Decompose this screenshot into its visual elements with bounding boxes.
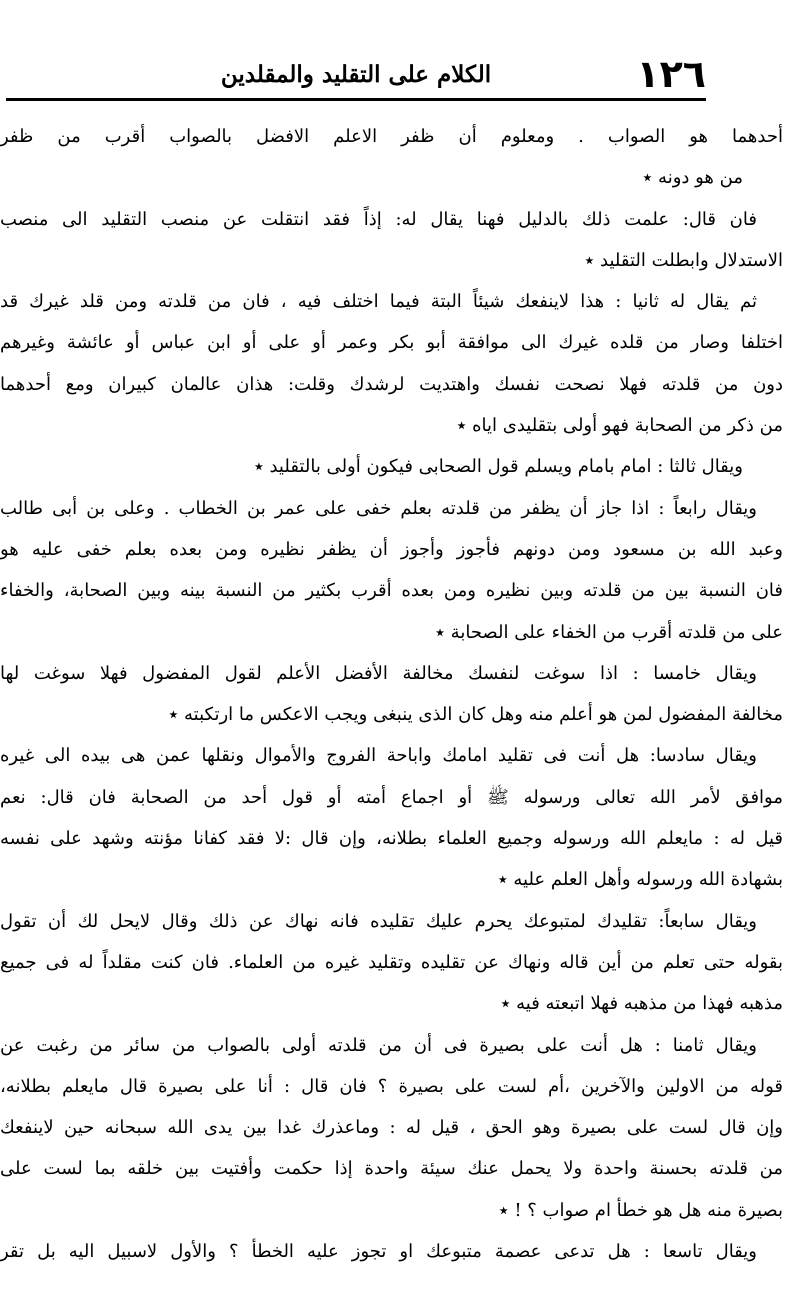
- text-line: بشهادة الله ورسوله وأهل العلم عليه ٭: [497, 869, 783, 891]
- running-title: الكلام على التقليد والمقلدين: [220, 61, 492, 88]
- text-line: ثم يقال له ثانيا : هذا لاينفعك شيئاً البتة فيما اختلف فيه ، فان من قلدته ومن قلد غيرك قد: [0, 291, 757, 313]
- text-line: بصيرة منه هل هو خطأ ام صواب ؟ ! ٭: [498, 1199, 783, 1221]
- text-line: من ذكر من الصحابة فهو أولى بتقليدى اياه ٭: [456, 415, 783, 437]
- text-line: ويقال سابعاً: تقليدك لمتبوعك يحرم عليك تقليده فانه نهاك عن ذلك وقال لايحل لك أن تقول: [0, 910, 757, 932]
- text-line: ويقال سادسا: هل أنت فى تقليد امامك واباحة الفروج والأموال ونقلها عمن هى بيده الى غيره: [0, 745, 757, 767]
- text-line: من هو دونه ٭: [642, 167, 743, 189]
- text-line: قيل له : مايعلم الله ورسوله وجميع العلماء بطلانه، وإن قال :لا فقد كفانا مؤنته وشهد على نفسه: [0, 828, 783, 850]
- text-line: وعبد الله بن مسعود ومن دونهم فأجوز وأجوز أن يظفر نظيره ومن بعده بعلم خفى عليه هو: [0, 538, 783, 560]
- header-rule: [6, 98, 706, 101]
- text-line: موافق لأمر الله تعالى ورسوله ﷺ أو اجماع أمته أو قول أحد من الصحابة فان قال: نعم: [0, 786, 783, 808]
- text-line: دون من قلدته فهلا نصحت نفسك واهتديت لرشدك وقلت: هذان عالمان كبيران ومع أحدهما: [0, 373, 783, 395]
- text-line: مذهبه فهذا من مذهبه فهلا اتبعته فيه ٭: [500, 993, 783, 1015]
- text-line: قوله من الاولين والآخرين ،أم لست على بصيرة ؟ فان قال : أنا على بصيرة قال مايعلم بطلانه،: [0, 1075, 783, 1097]
- body-text: [0, 116, 791, 1296]
- text-line: الاستدلال وابطلت التقليد ٭: [584, 249, 783, 271]
- text-line: من قلدته بحسنة واحدة ولا يحمل عنك سيئة واحدة إذا حكمت وأفتيت بين خلقه بما لست على: [0, 1158, 783, 1180]
- text-line: ويقال خامسا : اذا سوغت لنفسك مخالفة الأفضل الأعلم لقول المفضول فهلا سوغت لها: [0, 662, 757, 684]
- text-line: ويقال ثالثا : امام بامام ويسلم قول الصحابى فيكون أولى بالتقليد ٭: [253, 456, 743, 478]
- page-header: [6, 52, 706, 98]
- text-line: اختلفا وصار من قلده غيرك الى موافقة أبو بكر وعمر أو على أو ابن عباس أو عائشة وغيرهم: [0, 332, 783, 354]
- text-line: أحدهما هو الصواب . ومعلوم أن ظفر الاعلم الافضل بالصواب أقرب من ظفر: [0, 126, 783, 147]
- text-line: فان النسبة بين من قلدته وبين نظيره ومن بعده أقرب بكثير من النسبة بينه وبين الصحابة، والخفاء: [0, 580, 783, 602]
- text-line: ويقال تاسعا : هل تدعى عصمة متبوعك او تجوز عليه الخطأ ؟ والأول لاسبيل اليه بل تقر: [0, 1241, 757, 1263]
- text-line: مخالفة المفضول لمن هو أعلم منه وهل كان الذى ينبغى ويجب الاعكس ما ارتكبته ٭: [168, 704, 783, 726]
- text-line: فان قال: علمت ذلك بالدليل فهنا يقال له: إذاً فقد انتقلت عن منصب التقليد الى منصب: [0, 208, 757, 230]
- text-line: على من قلدته أقرب من الخفاء على الصحابة ٭: [435, 621, 783, 643]
- text-line: وإن قال لست على بصيرة وهو الحق ، قيل له : وماعذرك غدا بين يدى الله سبحانه حين لاينفعك: [0, 1117, 783, 1139]
- text-line: ويقال ثامنا : هل أنت على بصيرة فى أن من قلدته أولى بالصواب من سائر من رغبت عن: [0, 1034, 757, 1056]
- text-line: ويقال رابعاً : اذا جاز أن يظفر من قلدته بعلم خفى على عمر بن الخطاب . وعلى بن أبى طالب: [0, 497, 757, 519]
- text-line: بقوله حتى تعلم من أين قاله ونهاك عن تقليده وتقليد غيره من العلماء. فان كنت مقلداً له فى جميع: [0, 951, 783, 973]
- page-number: ١٢٦: [636, 52, 706, 96]
